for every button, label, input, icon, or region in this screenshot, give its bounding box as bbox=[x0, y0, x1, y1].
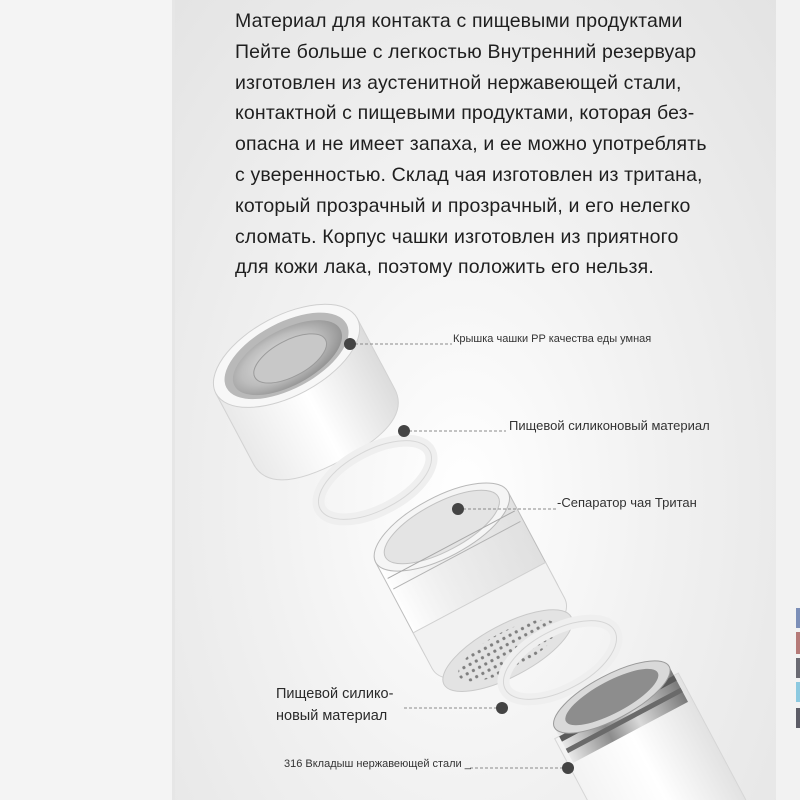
callout-lid: Крышка чашки PP качества еды умная bbox=[453, 333, 652, 345]
bottle-body bbox=[540, 645, 754, 800]
cup-lid bbox=[197, 283, 412, 498]
callout-silicone-bottom-line: Пищевой силико- bbox=[276, 686, 394, 702]
callout-silicone-top: Пищевой силиконовый материал bbox=[509, 418, 710, 433]
description-line: изготовлен из аустенитной нержавеющей стали, bbox=[235, 71, 682, 94]
description-line: опасна и не имеет запаха, и ее можно употреблять bbox=[235, 133, 707, 156]
description-line: для кожи лака, поэтому положить его нельзя. bbox=[235, 256, 654, 279]
description-line: сломать. Корпус чашки изготовлен из приятного bbox=[235, 225, 679, 248]
callout-silicone-bottom-line: новый материал bbox=[276, 708, 388, 724]
description-line: который прозрачный и прозрачный, и его нелегко bbox=[235, 194, 691, 217]
description-line: Пейте больше с легкостью Внутренний резервуар bbox=[235, 40, 697, 63]
callout-silicone-bottom bbox=[276, 683, 393, 727]
callout-separator: -Сепаратор чая Тритан bbox=[557, 495, 697, 510]
description-line: Материал для контакта с пищевыми продуктами bbox=[235, 10, 683, 32]
callout-liner: 316 Вкладыш нержавеющей стали _ bbox=[284, 758, 471, 770]
description-line: с уверенностью. Склад чая изготовлен из тритана, bbox=[235, 163, 703, 186]
description-line: контактной с пищевыми продуктами, которая без- bbox=[235, 102, 695, 125]
